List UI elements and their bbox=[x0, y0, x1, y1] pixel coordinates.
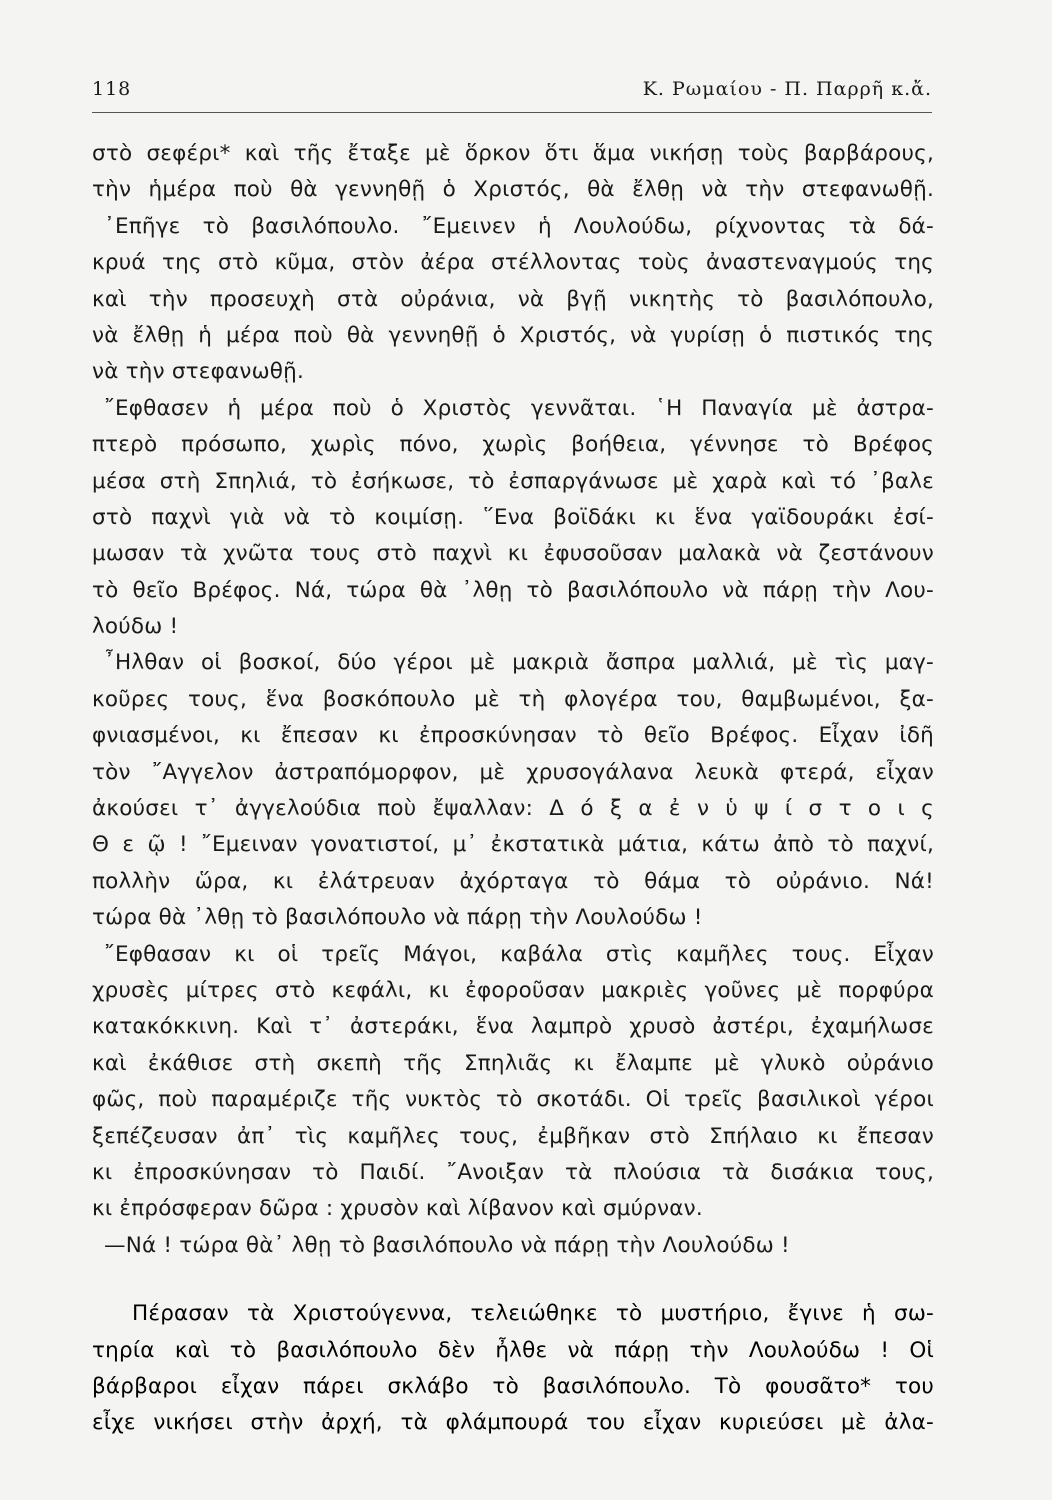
text-line: κι ἐπροσκύνησαν τὸ Παιδί. ῎Ανοιξαν τὰ πλούσια τὰ δισάκια τους, bbox=[92, 1159, 934, 1185]
text-line: βάρβαροι εἶχαν πάρει σκλάβο τὸ βασιλόπουλο. Τὸ φουσᾶτο* του bbox=[92, 1373, 934, 1399]
text-line: πολλὴν ὥρα, κι ἐλάτρευαν ἀχόρταγα τὸ θάμα τὸ οὐράνιο. Νά! bbox=[92, 868, 934, 894]
text-line: ῏Ηλθαν οἱ βοσκοί, δύο γέροι μὲ μακριὰ ἄσπρα μαλλιά, μὲ τὶς μαγ- bbox=[104, 650, 934, 676]
text-line: μωσαν τὰ χνῶτα τους στὸ παχνὶ κι ἐφυσοῦσαν μαλακὰ νὰ ζεστάνουν bbox=[92, 541, 934, 567]
text-line: τὴν ἡμέρα ποὺ θὰ γεννηθῇ ὁ Χριστός, θὰ ἔλθῃ νὰ τὴν στεφανωθῇ. bbox=[92, 177, 934, 203]
text-line: κρυά της στὸ κῦμα, στὸν ἀέρα στέλλοντας τοὺς ἀναστεναγμούς της bbox=[92, 250, 934, 276]
text-line: ῎Εφθασεν ἡ μέρα ποὺ ὁ Χριστὸς γεννᾶται. ῾Η Παναγία μὲ ἀστρα- bbox=[104, 395, 934, 421]
text-line: στὸ σεφέρι* καὶ τῆς ἔταξε μὲ ὅρκον ὅτι ἅμα νικήσῃ τοὺς βαρβάρους, bbox=[92, 141, 934, 166]
text-line: φνιασμένοι, κι ἔπεσαν κι ἐπροσκύνησαν τὸ θεῖο Βρέφος. Εἶχαν ἰδῆ bbox=[92, 723, 934, 749]
text-line: καὶ ἐκάθισε στὴ σκεπὴ τῆς Σπηλιᾶς κι ἔλαμπε μὲ γλυκὸ οὐράνιο bbox=[92, 1050, 934, 1076]
text-line: τώρα θὰ ᾿λθῃ τὸ βασιλόπουλο νὰ πάρῃ τὴν Λουλούδω ! bbox=[92, 905, 703, 931]
text-line: ἀκούσει τ᾿ ἀγγελούδια ποὺ ἔψαλλαν: Δ ό ξ α ἐ ν ὑ ψ ί σ τ ο ι ς bbox=[92, 796, 934, 822]
text-line: ᾿Επῆγε τὸ βασιλόπουλο. ῎Εμεινεν ἡ Λουλούδω, ρίχνοντας τὰ δά- bbox=[104, 213, 934, 239]
text-line: καὶ τὴν προσευχὴ στὰ οὐράνια, νὰ βγῇ νικητὴς τὸ βασιλόπουλο, bbox=[92, 286, 934, 312]
text-line: φῶς, ποὺ παραμέριζε τῆς νυκτὸς τὸ σκοτάδι. Οἱ τρεῖς βασιλικοὶ γέροι bbox=[92, 1087, 934, 1113]
header-rule bbox=[92, 112, 932, 113]
text-line: νὰ τὴν στεφανωθῇ. bbox=[92, 359, 305, 385]
text-line: στὸ παχνὶ γιὰ νὰ τὸ κοιμίσῃ. ῞Ενα βοϊδάκι κι ἕνα γαϊδουράκι ἐσί- bbox=[92, 504, 934, 530]
text-line: κι ἐπρόσφεραν δῶρα : χρυσὸν καὶ λίβανον καὶ σμύρναν. bbox=[92, 1196, 703, 1222]
text-line: ξεπέζευσαν ἀπ᾿ τὶς καμῆλες τους, ἐμβῆκαν στὸ Σπήλαιο κι ἔπεσαν bbox=[92, 1123, 934, 1149]
running-head: Κ. Ρωμαίου - Π. Παρρῆ κ.ἄ. bbox=[642, 78, 932, 100]
section-gap bbox=[92, 1264, 934, 1296]
text-line: ῎Εφθασαν κι οἱ τρεῖς Μάγοι, καβάλα στὶς καμῆλες τους. Εἶχαν bbox=[104, 941, 934, 967]
text-line: χρυσὲς μίτρες στὸ κεφάλι, κι ἐφοροῦσαν μακριὲς γοῦνες μὲ πορφύρα bbox=[92, 977, 934, 1003]
text-line: μέσα στὴ Σπηλιά, τὸ ἐσήκωσε, τὸ ἐσπαργάνωσε μὲ χαρὰ καὶ τό ᾿βαλε bbox=[92, 468, 934, 494]
text-line: εἶχε νικήσει στὴν ἀρχή, τὰ φλάμπουρά του εἶχαν κυριεύσει μὲ ἀλα- bbox=[92, 1410, 934, 1436]
text-line: κατακόκκινη. Καὶ τ᾿ ἀστεράκι, ἕνα λαμπρὸ χρυσὸ ἀστέρι, ἐχαμήλωσε bbox=[92, 1014, 934, 1040]
text-line: τὸν ῎Αγγελον ἀστραπόμορφον, μὲ χρυσογάλανα λευκὰ φτερά, εἶχαν bbox=[92, 759, 934, 785]
text-line: τηρία καὶ τὸ βασιλόπουλο δὲν ἦλθε νὰ πάρῃ τὴν Λουλούδω ! Οἱ bbox=[92, 1337, 934, 1363]
page-number: 118 bbox=[92, 78, 132, 100]
text-line: πτερὸ πρόσωπο, χωρὶς πόνο, χωρὶς βοήθεια, γέννησε τὸ Βρέφος bbox=[92, 432, 934, 458]
page-header bbox=[92, 72, 932, 106]
text-line: Πέρασαν τὰ Χριστούγεννα, τελειώθηκε τὸ μυστήριο, ἔγινε ἡ σω- bbox=[132, 1301, 934, 1327]
text-line: λούδω ! bbox=[92, 614, 179, 640]
text-line: τὸ θεῖο Βρέφος. Νά, τώρα θὰ ᾿λθῃ τὸ βασιλόπουλο νὰ πάρῃ τὴν Λου- bbox=[92, 577, 934, 603]
text-line: νὰ ἔλθῃ ἡ μέρα ποὺ θὰ γεννηθῇ ὁ Χριστός, νὰ γυρίσῃ ὁ πιστικός της bbox=[92, 322, 934, 348]
text-line: Θ ε ῷ ! ῎Εμειναν γονατιστοί, μ᾿ ἐκστατικὰ μάτια, κάτω ἀπὸ τὸ παχνί, bbox=[92, 832, 934, 858]
text-line: κοῦρες τους, ἕνα βοσκόπουλο μὲ τὴ φλογέρα του, θαμβωμένοι, ξα- bbox=[92, 686, 934, 712]
body-text bbox=[92, 136, 934, 1442]
text-line: —Νά ! τώρα θὰ᾿ λθῃ τὸ βασιλόπουλο νὰ πάρῃ τὴν Λουλούδω ! bbox=[104, 1232, 790, 1258]
